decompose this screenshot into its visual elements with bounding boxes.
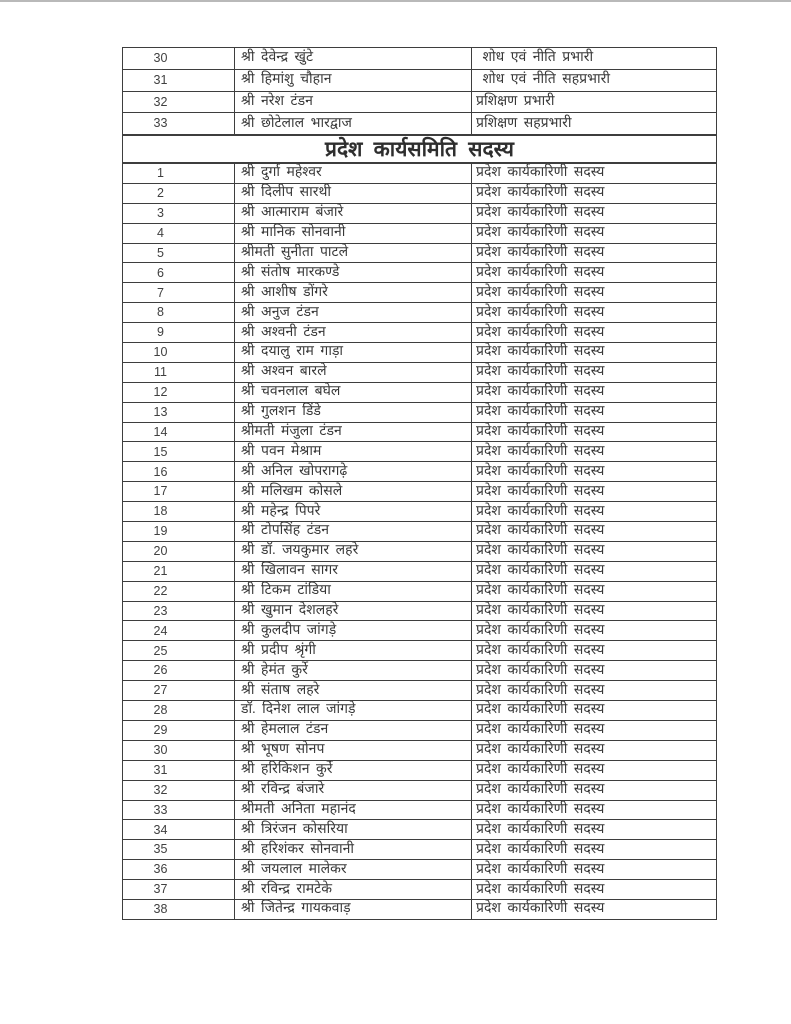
member-name: श्री हेमलाल टंडन [235, 721, 472, 740]
office-bearers-table-continuation [122, 47, 717, 135]
row-serial-number: 31 [123, 761, 235, 780]
member-name: श्री दिलीप सारथी [235, 184, 472, 203]
member-name: श्री आत्माराम बंजारे [235, 204, 472, 223]
member-role: प्रदेश कार्यकारिणी सदस्य [476, 543, 605, 559]
member-name: श्री अनिल खोपरागढ़े [235, 462, 472, 481]
table-row [123, 701, 716, 721]
table-row [123, 860, 716, 880]
member-role: प्रदेश कार्यकारिणी सदस्य [476, 861, 605, 877]
table-row [123, 741, 716, 761]
row-serial-number: 33 [123, 801, 235, 820]
member-role: प्रदेश कार्यकारिणी सदस्य [476, 622, 605, 638]
row-serial-number: 30 [123, 741, 235, 760]
table-row [123, 113, 716, 134]
member-role: प्रदेश कार्यकारिणी सदस्य [476, 344, 605, 360]
table-row [123, 661, 716, 681]
table-row [123, 70, 716, 92]
member-role: प्रदेश कार्यकारिणी सदस्य [476, 165, 605, 181]
executive-members-table [122, 163, 717, 920]
row-serial-number: 8 [123, 303, 235, 322]
row-serial-number: 10 [123, 343, 235, 362]
member-role: प्रदेश कार्यकारिणी सदस्य [476, 662, 605, 678]
table-row [123, 801, 716, 821]
table-row [123, 323, 716, 343]
member-role: प्रदेश कार्यकारिणी सदस्य [476, 583, 605, 599]
row-serial-number: 30 [123, 48, 235, 69]
row-serial-number: 13 [123, 403, 235, 422]
member-role: प्रदेश कार्यकारिणी सदस्य [476, 245, 605, 260]
member-role: प्रदेश कार्यकारिणी सदस्य [476, 304, 605, 320]
table-row [123, 900, 716, 919]
row-serial-number: 18 [123, 502, 235, 521]
member-role: प्रदेश कार्यकारिणी सदस्य [476, 205, 605, 221]
member-role: प्रदेश कार्यकारिणी सदस्य [476, 782, 605, 798]
member-role: प्रदेश कार्यकारिणी सदस्य [476, 503, 605, 519]
member-name: श्री जितेन्द्र गायकवाड़ [235, 900, 472, 919]
member-name: श्री संताष लहरे [235, 681, 472, 700]
row-serial-number: 35 [123, 840, 235, 859]
member-name: श्री अश्वनी टंडन [235, 323, 472, 342]
row-serial-number: 15 [123, 442, 235, 461]
row-serial-number: 16 [123, 462, 235, 481]
table-row [123, 522, 716, 542]
table-row [123, 602, 716, 622]
table-row [123, 363, 716, 383]
member-name: श्री कुलदीप जांगड़े [235, 621, 472, 640]
member-role: प्रदेश कार्यकारिणी सदस्य [476, 563, 605, 579]
member-role: प्रदेश कार्यकारिणी सदस्य [476, 762, 605, 778]
member-role: प्रदेश कार्यकारिणी सदस्य [476, 404, 605, 420]
row-serial-number: 14 [123, 423, 235, 442]
row-serial-number: 33 [123, 113, 235, 134]
table-row [123, 761, 716, 781]
row-serial-number: 6 [123, 263, 235, 282]
member-name: श्री दुर्गा महेश्वर [235, 164, 472, 183]
table-row [123, 442, 716, 462]
member-name: श्री हरिकिशन कुर्रे [235, 761, 472, 780]
member-role: प्रदेश कार्यकारिणी सदस्य [476, 264, 605, 280]
member-name: श्रीमती सुनीता पाटले [235, 244, 472, 263]
row-serial-number: 4 [123, 224, 235, 243]
member-name: श्री भूषण सोनप [235, 741, 472, 760]
table-row [123, 92, 716, 114]
member-name: श्री खुमान देशलहरे [235, 602, 472, 621]
table-row [123, 204, 716, 224]
table-row [123, 462, 716, 482]
row-serial-number: 5 [123, 244, 235, 263]
row-serial-number: 21 [123, 562, 235, 581]
member-name: श्री अश्वन बारले [235, 363, 472, 382]
table-row [123, 721, 716, 741]
member-name: श्री टिकम टांडिया [235, 582, 472, 601]
member-name: श्री अनुज टंडन [235, 303, 472, 322]
member-name: श्री हेमंत कुर्रे [235, 661, 472, 680]
member-role: प्रदेश कार्यकारिणी सदस्य [476, 384, 605, 400]
table-row [123, 164, 716, 184]
table-row [123, 184, 716, 204]
member-name: श्री त्रिरंजन कोसरिया [235, 820, 472, 839]
member-name: श्रीमती मंजुला टंडन [235, 423, 472, 442]
member-role: प्रदेश कार्यकारिणी सदस्य [476, 463, 605, 479]
row-serial-number: 27 [123, 681, 235, 700]
table-row [123, 582, 716, 602]
row-serial-number: 32 [123, 92, 235, 113]
member-name: श्री खिलावन सागर [235, 562, 472, 581]
row-serial-number: 9 [123, 323, 235, 342]
member-role: प्रशिक्षण सहप्रभारी [476, 115, 572, 131]
member-role: शोध एवं नीति सहप्रभारी [476, 72, 610, 88]
table-row [123, 244, 716, 264]
table-row [123, 562, 716, 582]
member-name: श्री हिमांशु चौहान [235, 70, 472, 91]
table-row [123, 542, 716, 562]
table-row [123, 641, 716, 661]
member-role: प्रदेश कार्यकारिणी सदस्य [476, 284, 605, 300]
row-serial-number: 32 [123, 781, 235, 800]
member-role: प्रदेश कार्यकारिणी सदस्य [476, 801, 605, 817]
member-role: प्रदेश कार्यकारिणी सदस्य [476, 682, 605, 698]
member-name: श्री हरिशंकर सोनवानी [235, 840, 472, 859]
member-name: श्री प्रदीप श्रृंगी [235, 641, 472, 660]
row-serial-number: 7 [123, 283, 235, 302]
member-name: डॉ. दिनेश लाल जांगड़े [235, 701, 472, 720]
member-name: श्री डॉ. जयकुमार लहरे [235, 542, 472, 561]
row-serial-number: 22 [123, 582, 235, 601]
table-row [123, 820, 716, 840]
member-name: श्री मानिक सोनवानी [235, 224, 472, 243]
table-row [123, 224, 716, 244]
member-name: श्री रविन्द्र बंजारे [235, 781, 472, 800]
row-serial-number: 24 [123, 621, 235, 640]
table-row [123, 48, 716, 70]
row-serial-number: 3 [123, 204, 235, 223]
row-serial-number: 37 [123, 880, 235, 899]
member-role: प्रदेश कार्यकारिणी सदस्य [476, 324, 605, 340]
member-name: श्री देवेन्द्र खुंटे [235, 48, 472, 69]
member-role: प्रदेश कार्यकारिणी सदस्य [476, 364, 605, 380]
member-name: श्री संतोष मारकण्डे [235, 263, 472, 282]
row-serial-number: 11 [123, 363, 235, 382]
member-role: प्रदेश कार्यकारिणी सदस्य [476, 722, 605, 738]
table-row [123, 343, 716, 363]
member-role: प्रदेश कार्यकारिणी सदस्य [476, 523, 605, 539]
member-role: प्रदेश कार्यकारिणी सदस्य [476, 424, 605, 440]
member-name: श्री नरेश टंडन [235, 92, 472, 113]
row-serial-number: 17 [123, 482, 235, 501]
row-serial-number: 20 [123, 542, 235, 561]
table-row [123, 880, 716, 900]
row-serial-number: 29 [123, 721, 235, 740]
table-row [123, 263, 716, 283]
row-serial-number: 19 [123, 522, 235, 541]
table-row [123, 621, 716, 641]
row-serial-number: 1 [123, 164, 235, 183]
row-serial-number: 2 [123, 184, 235, 203]
member-name: श्रीमती अनिता महानंद [235, 801, 472, 820]
row-serial-number: 25 [123, 641, 235, 660]
table-row [123, 283, 716, 303]
member-name: श्री पवन मेश्राम [235, 442, 472, 461]
member-name: श्री छोटेलाल भारद्वाज [235, 113, 472, 134]
member-role: प्रदेश कार्यकारिणी सदस्य [476, 821, 605, 837]
member-name: श्री आशीष डोंगरे [235, 283, 472, 302]
row-serial-number: 23 [123, 602, 235, 621]
member-role: प्रदेश कार्यकारिणी सदस्य [476, 483, 605, 499]
row-serial-number: 36 [123, 860, 235, 879]
member-name: श्री रविन्द्र रामटेके [235, 880, 472, 899]
member-role: प्रदेश कार्यकारिणी सदस्य [476, 901, 605, 917]
table-row [123, 383, 716, 403]
member-name: श्री मलिखम कोसले [235, 482, 472, 501]
table-row [123, 423, 716, 443]
row-serial-number: 28 [123, 701, 235, 720]
member-role: प्रदेश कार्यकारिणी सदस्य [476, 642, 605, 658]
member-role: प्रशिक्षण प्रभारी [476, 93, 555, 109]
member-role: प्रदेश कार्यकारिणी सदस्य [476, 185, 605, 201]
member-name: श्री गुलशन डिंडे [235, 403, 472, 422]
table-row [123, 482, 716, 502]
table-row [123, 681, 716, 701]
table-row [123, 840, 716, 860]
member-role: प्रदेश कार्यकारिणी सदस्य [476, 443, 605, 459]
row-serial-number: 38 [123, 900, 235, 919]
member-role: शोध एवं नीति प्रभारी [476, 50, 594, 66]
row-serial-number: 34 [123, 820, 235, 839]
table-row [123, 781, 716, 801]
row-serial-number: 12 [123, 383, 235, 402]
table-row [123, 303, 716, 323]
member-role: प्रदेश कार्यकारिणी सदस्य [476, 881, 605, 897]
member-name: श्री महेन्द्र पिपरे [235, 502, 472, 521]
member-role: प्रदेश कार्यकारिणी सदस्य [476, 225, 605, 241]
row-serial-number: 31 [123, 70, 235, 91]
member-role: प्रदेश कार्यकारिणी सदस्य [476, 841, 605, 857]
table-row [123, 502, 716, 522]
section-header [122, 135, 717, 163]
member-name: श्री चवनलाल बघेल [235, 383, 472, 402]
member-name: श्री जयलाल मालेकर [235, 860, 472, 879]
row-serial-number: 26 [123, 661, 235, 680]
member-role: प्रदेश कार्यकारिणी सदस्य [476, 702, 605, 718]
member-name: श्री टोपसिंह टंडन [235, 522, 472, 541]
member-role: प्रदेश कार्यकारिणी सदस्य [476, 603, 605, 619]
member-role: प्रदेश कार्यकारिणी सदस्य [476, 742, 605, 758]
section-title: प्रदेश कार्यसमिति सदस्य [325, 137, 514, 161]
member-name: श्री दयालु राम गाड़ा [235, 343, 472, 362]
table-row [123, 403, 716, 423]
